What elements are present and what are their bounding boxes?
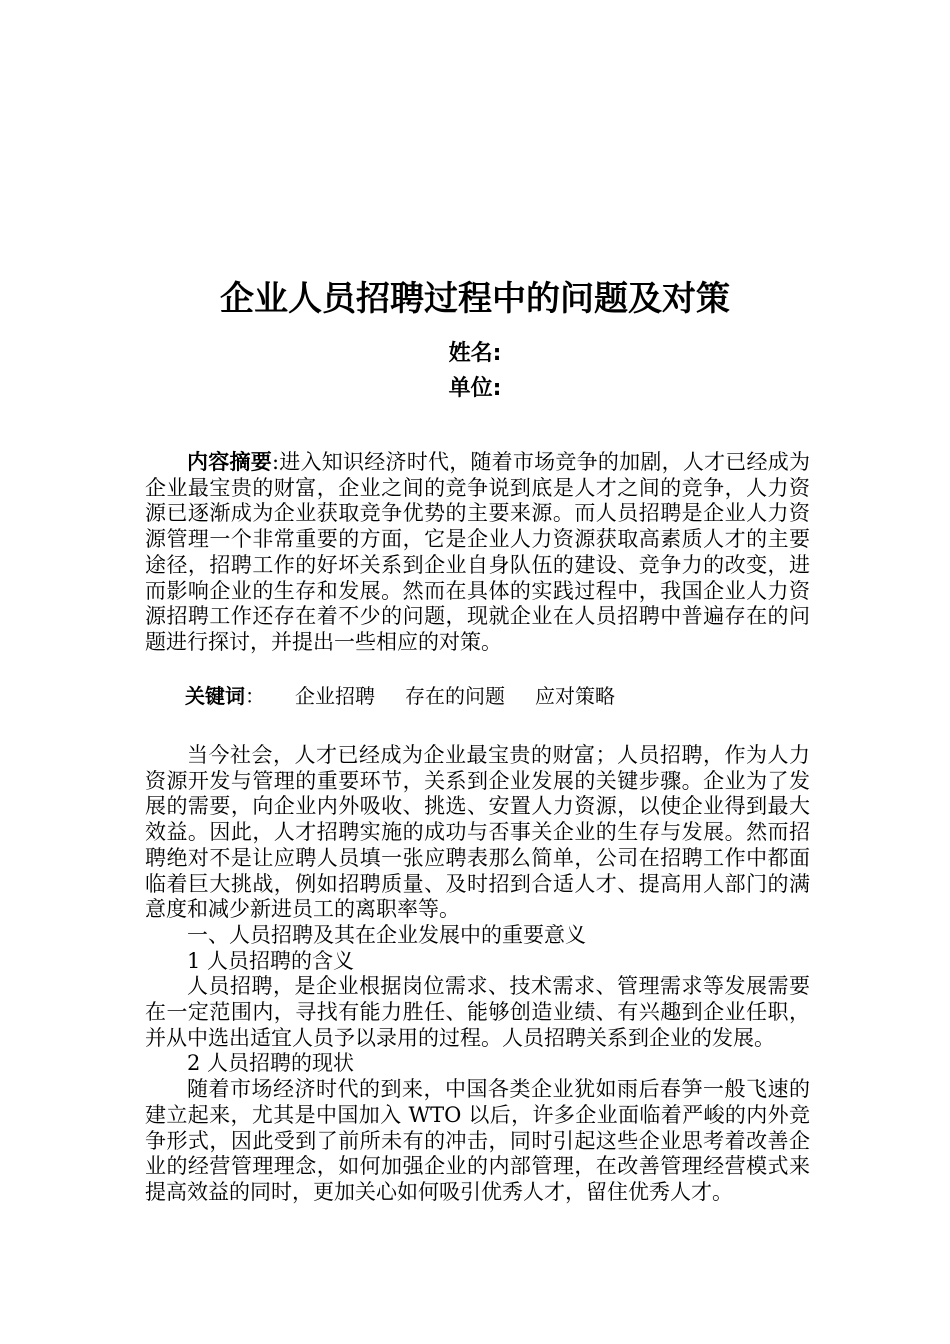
abstract-separator: : [271,450,280,474]
author-unit-label: 单位: [448,376,502,401]
subsection-heading: 1 人员招聘的含义 [187,948,355,973]
body-text [145,743,810,1206]
abstract [145,450,810,656]
abstract-label: 内容摘要 [187,450,272,474]
keywords [145,682,810,710]
body-paragraph: 当今社会，人才已经成为企业最宝贵的财富；人员招聘，作为人力资源开发与管理的重要环节，关系到企业发展的关键步骤。企业为了发展的需要，向企业内外吸收、挑选、安置人力资源，以使企业得到最大效益。因此，人才招聘实施的成功与否事关企业的生存与发展。然而招聘绝对不是让应聘人员填一张应聘表那么简单，公司在招聘工作中都面临着巨大挑战，例如招聘质量、及时招到合适人才、提高用人部门的满意度和减少新进员工的离职率等。 [145,743,810,922]
keywords-separator: ： [245,684,265,708]
document-title: 企业人员招聘过程中的问题及对策 [220,279,730,319]
keyword-item: 应对策略 [535,684,615,708]
keywords-label: 关键词 [185,684,245,708]
keywords-line [145,682,810,710]
keyword-item: 企业招聘 [295,684,375,708]
body-paragraph: 人员招聘，是企业根据岗位需求、技术需求、管理需求等发展需要在一定范围内，寻找有能力胜任、能够创造业绩、有兴趣到企业任职，并从中选出适宜人员予以录用的过程。人员招聘关系到企业的发展。 [145,974,810,1050]
subsection-heading: 2 人员招聘的现状 [187,1051,355,1076]
author-name-label: 姓名: [448,341,502,366]
keyword-item: 存在的问题 [405,684,505,708]
abstract-text: 进入知识经济时代，随着市场竞争的加剧，人才已经成为企业最宝贵的财富，企业之间的竞争说到底是人才之间的竞争，人力资源已逐渐成为企业获取竞争优势的主要来源。而人员招聘是企业人力资源管理一个非常重要的方面，它是企业人力资源获取高素质人才的主要途径，招聘工作的好坏关系到企业自身队伍的建设、竞争力的改变，进而影响企业的生存和发展。然而在具体的实践过程中，我国企业人力资源招聘工作还存在着不少的问题，现就企业在人员招聘中普遍存在的问题进行探讨，并提出一些相应的对策。 [145,450,811,654]
section-heading: 一、人员招聘及其在企业发展中的重要意义 [187,922,586,947]
body-paragraph: 随着市场经济时代的到来，中国各类企业犹如雨后春笋一般飞速的建立起来，尤其是中国加入 WTO 以后，许多企业面临着严峻的内外竞争形式，因此受到了前所未有的冲击，同时引起这些企业思考着改善企业的经营管理理念，如何加强企业的内部管理，在改善管理经营模式来提高效益的同时，更加关心如何吸引优秀人才，留住优秀人才。 [145,1077,810,1204]
abstract-paragraph [145,450,810,656]
